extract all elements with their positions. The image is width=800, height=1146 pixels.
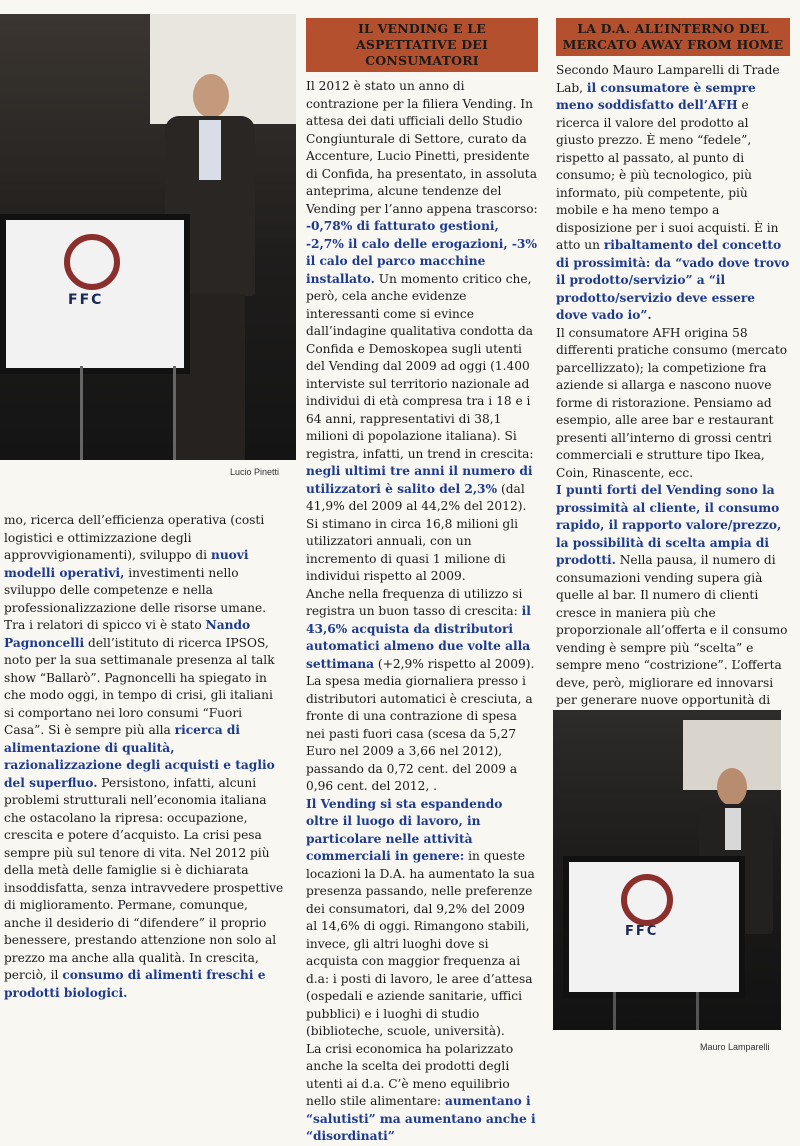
body-text: La crisi economica ha polarizzato anche la scelta dei prodotti degli utenti ai d.a. C’è meno equilibrio nello stile alimentare: <box>306 1041 514 1108</box>
paragraph <box>4 617 284 1002</box>
highlighted-text: il consumatore è sempre meno soddisfatto dell’AFH <box>556 80 756 112</box>
body-text: e ricerca il valore del prodotto al giusto prezzo. È meno “fedele”, rispetto al passato, al punto di consumo; è più tecnologico, più informato, più competente, più mobile e ha meno tempo a disposizione per i suoi acquisti. È in atto un <box>556 98 779 252</box>
paragraph <box>306 673 538 796</box>
highlighted-text: ribaltamento del concetto di prossimità: da “vado dove trovo il prodotto/servizio” a “il prodotto/servizio deve essere dove vado io”. <box>556 238 790 322</box>
podium-stand <box>80 366 176 460</box>
section-heading: LA D.A. ALL’INTERNO DEL MERCATO AWAY FROM HOME <box>556 18 790 56</box>
body-text: (dal 41,9% del 2009 al 44,2% del 2012). Si stimano in circa 16,8 milioni gli utilizzatori annuali, con un incremento di quasi 1 milione di individui rispetto al 2009. <box>306 481 527 583</box>
podium-screen <box>0 214 190 374</box>
highlighted-text: -0,78% di fatturato gestioni, -2,7% il calo delle erogazioni, -3% il calo del parco macchine installato. <box>306 219 537 286</box>
article-column-1 <box>4 512 284 1002</box>
paragraph <box>306 78 538 586</box>
paragraph <box>4 512 284 617</box>
ffc-logo-text: FFC <box>68 292 104 308</box>
paragraph <box>556 325 790 483</box>
body-text: Tra i relatori di spicco vi è stato <box>4 618 206 632</box>
body-text: investimenti nello sviluppo delle competenze e nella professionalizzazione delle risorse umane. <box>4 565 267 615</box>
photo-caption: Mauro Lamparelli <box>700 1042 770 1052</box>
photo-caption: Lucio Pinetti <box>230 467 280 477</box>
highlighted-text: Nando Pagnoncelli <box>4 618 251 650</box>
body-text: Un momento critico che, però, cela anche evidenze interessanti come si evince dall’indagine qualitativa condotta da Confida e Demoskopea sugli utenti del Vending dal 2009 ad oggi (1.400 interviste sul territorio nazionale ad individui di età compresa tra i 18 e i 64 anni, rappresentativi di 38,1 milioni di popolazione italiana). Si registra, infatti, un trend in crescita: <box>306 271 534 461</box>
paragraph <box>306 1041 538 1146</box>
body-text: Secondo Mauro Lamparelli di Trade Lab, <box>556 63 780 95</box>
highlighted-text: negli ultimi tre anni il numero di utilizzatori è salito del 2,3% <box>306 464 533 496</box>
podium-screen <box>563 856 745 998</box>
photo-mauro-lamparelli <box>553 710 781 1030</box>
paragraph <box>306 796 538 1041</box>
ffc-logo-icon <box>64 234 120 290</box>
highlighted-text: consumo di alimenti freschi e prodotti biologici. <box>4 968 266 1000</box>
body-text: in queste locazioni la D.A. ha aumentato la sua presenza passando, nelle preferenze dei consumatori, dal 9,2% del 2009 al 14,6% di oggi. Rimangono stabili, invece, gli altri luoghi dove si acquista con maggior frequenza ai d.a: i posti di lavoro, le aree d’attesa (ospedali e aziende sanitarie, uffici pubblici) e i luoghi di studio (biblioteche, scuole, università). <box>306 849 535 1038</box>
ffc-logo-text: FFC <box>625 924 659 939</box>
body-text: dell’istituto di ricerca IPSOS, noto per la sua settimanale presenza al talk show “Ballarò”. Pagnoncelli ha spiegato in che modo oggi, in tempo di crisi, gli italiani si comportano nei loro consumi “Fuori Casa”. Si è sempre più alla <box>4 635 275 737</box>
paragraph <box>306 586 538 674</box>
highlighted-text: ricerca di alimentazione di qualità, razionalizzazione degli acquisti e taglio del superfluo. <box>4 723 275 790</box>
paragraph <box>556 482 790 745</box>
body-text: Nella pausa, il numero di consumazioni vending supera già quelle al bar. Il numero di clienti cresce in maniera più che proporzionale all’offerta e il consumo vending è sempre più “scelta” e sempre meno “costrizione”. L’offerta deve, però, migliorare ed innovarsi per generare nuove opportunità di <box>556 553 788 707</box>
body-text: mo, ricerca dell’efficienza operativa (costi logistici e ottimizzazione degli approvvigionamenti), sviluppo di <box>4 513 265 562</box>
podium-stand <box>613 992 699 1030</box>
highlighted-text: nuovi modelli operativi, <box>4 548 249 580</box>
body-text: Anche nella frequenza di utilizzo si registra un buon tasso di crescita: <box>306 586 523 618</box>
body-text: Il consumatore AFH origina 58 differenti pratiche consumo (mercato parcellizzato); la competizione fra aziende si allarga e nascono nuove forme di ristorazione. Pensiamo ad esempio, alle aree bar e restaurant presenti all’interno di grossi centri commerciali e strutture tipo Ikea, Coin, Rinascente, ecc. <box>556 325 788 480</box>
section-heading: IL VENDING E LE ASPETTATIVE DEI CONSUMATORI <box>306 18 538 72</box>
body-text: La spesa media giornaliera presso i distributori automatici è cresciuta, a fronte di una contrazione di spesa nei pasti fuori casa (scesa da 5,27 Euro nel 2009 a 3,66 nel 2012), passando da 0,72 cent. del 2009 a 0,96 cent. del 2012, . <box>306 674 533 793</box>
photo-lucio-pinetti <box>0 14 296 460</box>
article-column-3 <box>556 18 790 745</box>
highlighted-text: aumentano i “salutisti” ma aumentano anche i “disordinati” <box>306 1094 536 1143</box>
body-text: Il 2012 è stato un anno di contrazione per la filiera Vending. In attesa dei dati ufficiali dello Studio Congiunturale di Settore, curato da Accenture, Lucio Pinetti, presidente di Confida, ha presentato, in assoluta anteprima, alcune tendenze del Vending per l’anno appena trascorso: <box>306 79 538 216</box>
article-column-2 <box>306 18 538 1146</box>
highlighted-text: Il Vending si sta espandendo oltre il luogo di lavoro, in particolare nelle attività commerciali in genere: <box>306 796 503 863</box>
highlighted-text: I punti forti del Vending sono la prossimità al cliente, il consumo rapido, il rapporto valore/prezzo, la possibilità di scelta ampia di prodotti. <box>556 483 782 567</box>
highlighted-text: il 43,6% acquista da distributori automatici almeno due volte alla settimana <box>306 604 531 671</box>
body-text: (+2,9% rispetto al 2009). <box>374 656 535 671</box>
body-text: Persistono, infatti, alcuni problemi strutturali nell’economia italiana che ostacolano la ripresa: occupazione, crescita e potere d’acquisto. La crisi pesa sempre più sul tenore di vita. Nel 2012 più della metà delle famiglie si è dichiarata insoddisfatta, senza intravvedere prospettive di miglioramento. Permane, comunque, anche il desiderio di “difendere” il proprio benessere, prestando attenzione non solo al prezzo ma anche alla qualità. In crescita, perciò, il <box>4 775 284 982</box>
paragraph <box>556 62 790 325</box>
ffc-logo-icon <box>621 874 673 926</box>
